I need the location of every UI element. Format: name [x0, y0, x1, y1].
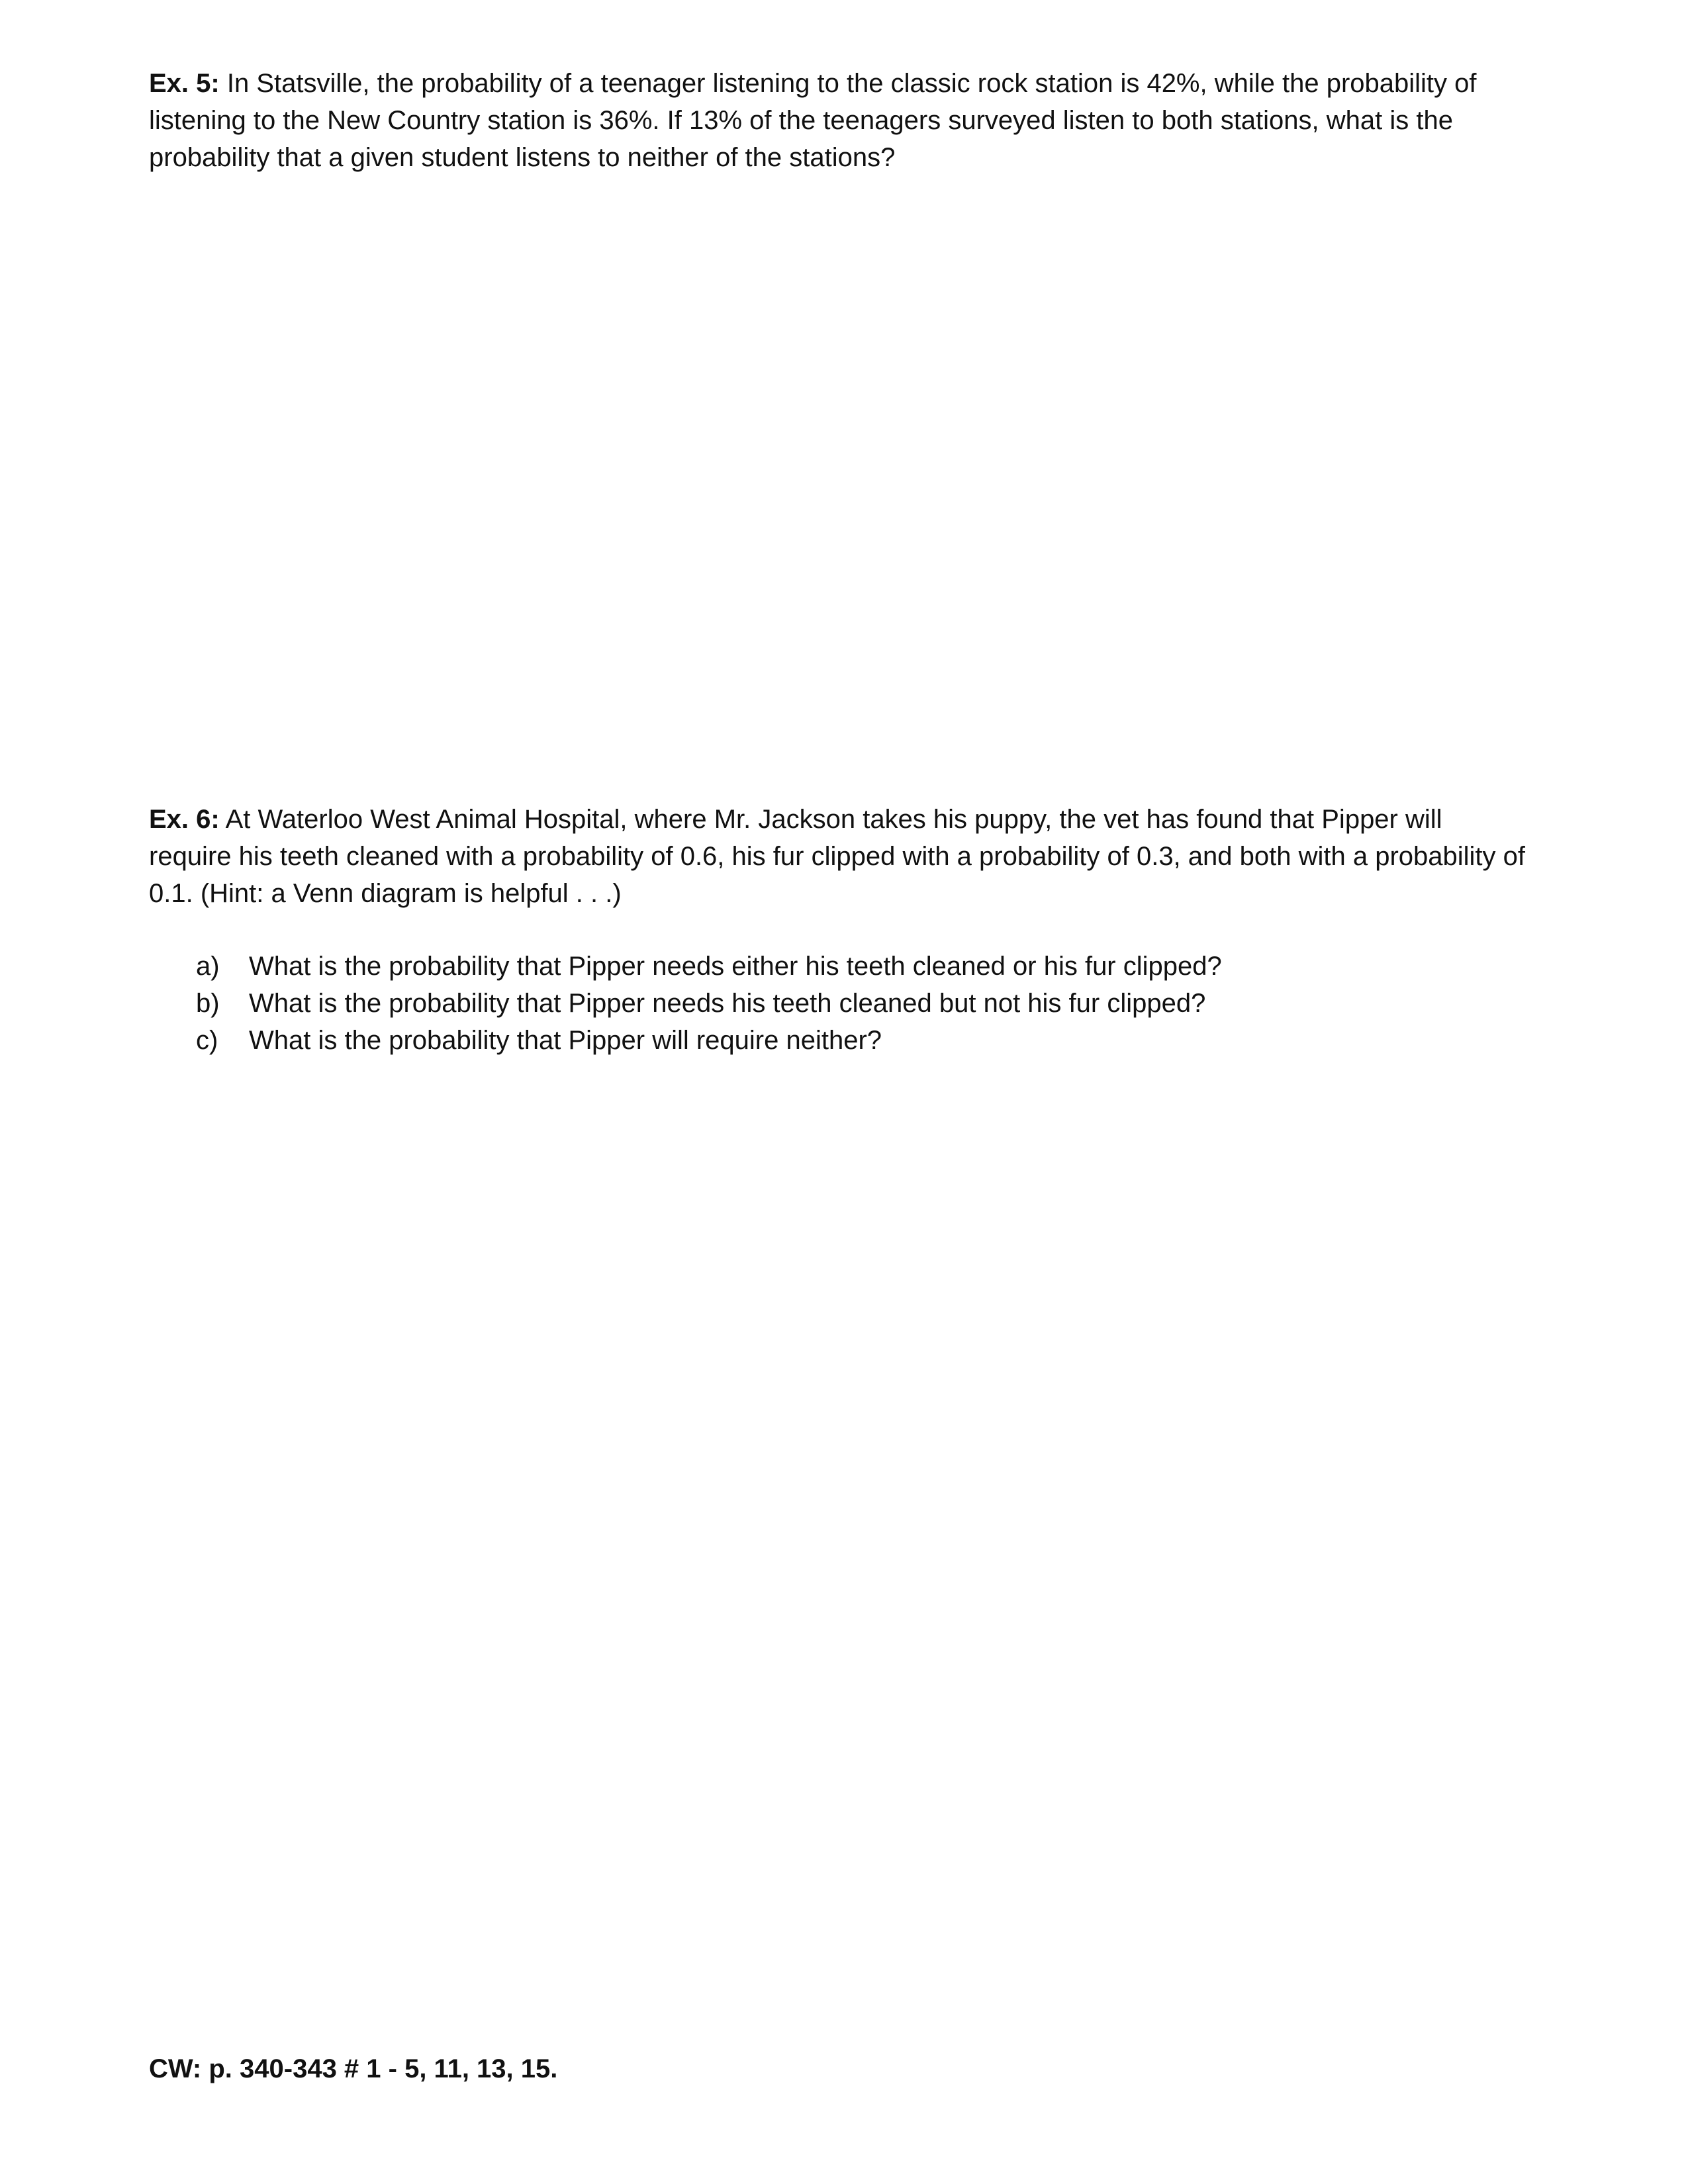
example-6-question-list [196, 948, 1520, 1059]
example-5-text: In Statsville, the probability of a teenager listening to the classic rock station is 42%, while the probability of listening to the New Country station is 36%. If 13% of the teenagers surveyed listen to both stations, what is the probability that a given student listens to neither of the stations? [149, 69, 1477, 172]
example-6-label: Ex. 6: [149, 805, 220, 834]
list-item [196, 1022, 1520, 1059]
example-5-paragraph [149, 65, 1526, 176]
example-6-text: At Waterloo West Animal Hospital, where Mr. Jackson takes his puppy, the vet has found that Pipper will require his teeth cleaned with a probability of 0.6, his fur clipped with a probability of 0.3, and both with a probability of 0.1. (Hint: a Venn diagram is helpful . . .) [149, 805, 1526, 908]
question-a-marker: a) [196, 952, 220, 981]
list-item [196, 985, 1520, 1022]
question-b-text: What is the probability that Pipper needs his teeth cleaned but not his fur clipped? [249, 989, 1206, 1018]
question-c-text: What is the probability that Pipper will require neither? [249, 1026, 882, 1055]
question-a-text: What is the probability that Pipper needs either his teeth cleaned or his fur clipped? [249, 952, 1222, 981]
question-b-marker: b) [196, 989, 220, 1018]
question-c-marker: c) [196, 1026, 218, 1055]
classwork-assignment: CW: p. 340-343 # 1 - 5, 11, 13, 15. [149, 2054, 558, 2083]
example-5-label: Ex. 5: [149, 69, 220, 98]
list-item [196, 948, 1520, 985]
example-6-paragraph [149, 801, 1526, 912]
